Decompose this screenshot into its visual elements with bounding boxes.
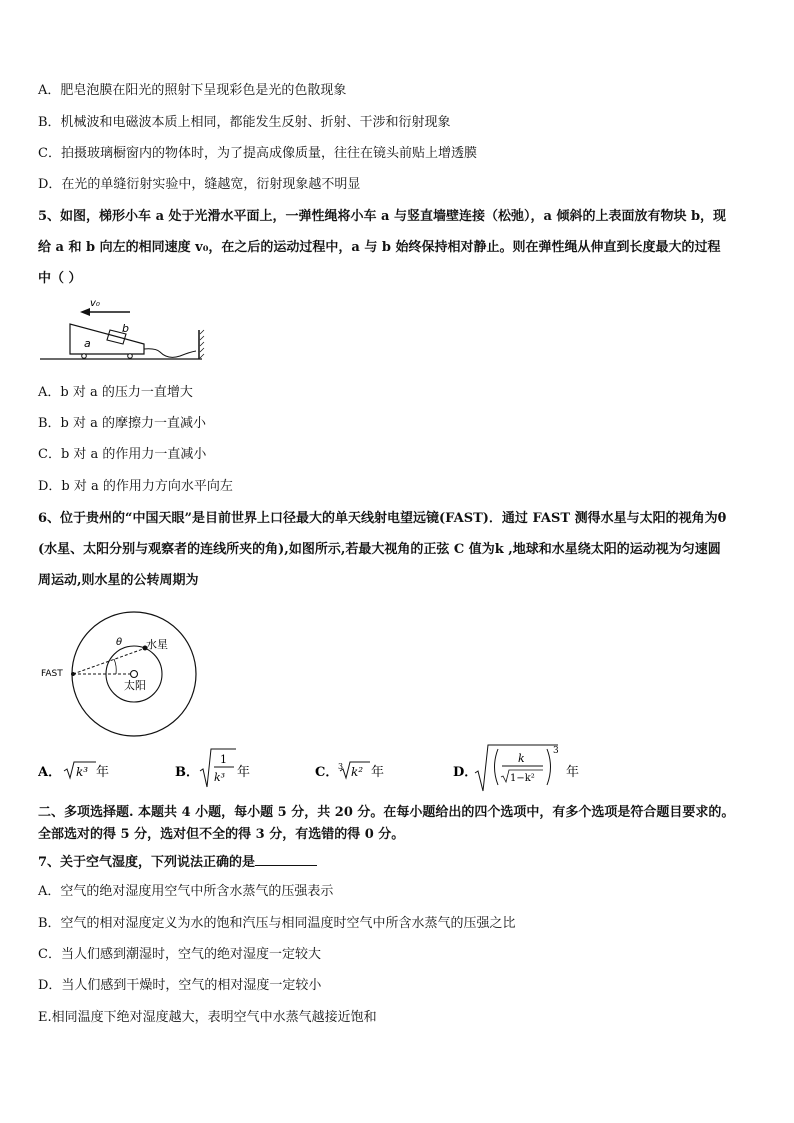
q6-option-b-unit: 年	[237, 765, 251, 780]
arrow-head-icon	[80, 308, 90, 316]
q6-option-c-unit: 年	[371, 765, 385, 780]
q6-option-b-numerator: 1	[220, 753, 227, 766]
q4-option-a: A．肥皂泡膜在阳光的照射下呈现彩色是光的色散现象	[38, 83, 347, 98]
q5-option-b: B．b 对 a 的摩擦力一直减小	[38, 416, 207, 431]
q5-stem-line1: 5、如图，梯形小车 a 处于光滑水平面上，一弹性绳将小车 a 与竖直墙壁连接（松弛），a 倾斜的上表面放有物块 b，现	[38, 209, 727, 224]
q6-option-c-index: 3	[338, 762, 344, 771]
q7-option-b: B．空气的相对湿度定义为水的饱和汽压与相同温度时空气中所含水蒸气的压强之比	[38, 916, 516, 931]
mercury-label: 水星	[146, 638, 168, 651]
theta-label: θ	[116, 637, 123, 648]
q7-stem-text: 7、关于空气湿度，下列说法正确的是	[38, 855, 256, 870]
q4-option-c: C．拍摄玻璃橱窗内的物体时，为了提高成像质量，往往在镜头前贴上增透膜	[38, 146, 477, 161]
angle-arc	[114, 659, 116, 674]
sun	[131, 671, 138, 678]
q6-stem-line3: 周运动,则水星的公转周期为	[38, 573, 199, 588]
answer-blank[interactable]	[255, 853, 317, 866]
q6-option-b-denominator: k³	[214, 771, 226, 784]
wheel	[128, 354, 133, 359]
q7-option-e: E.相同温度下绝对湿度越大，表明空气中水蒸气越接近饱和	[38, 1010, 377, 1025]
q7-option-d: D．当人们感到干燥时，空气的相对湿度一定较小	[38, 978, 322, 993]
q6-option-d-exponent: 3	[553, 746, 559, 756]
q6-option-d-denominator: 1−k²	[510, 773, 535, 784]
q6-option-a-expr: k³	[76, 765, 89, 779]
q5-option-d: D．b 对 a 的作用力方向水平向左	[38, 479, 233, 494]
sun-label: 太阳	[124, 679, 146, 692]
q4-option-d: D．在光的单缝衍射实验中，缝越宽，衍射现象越不明显	[38, 177, 361, 192]
q6-option-b-label: B．	[175, 765, 199, 780]
q7-stem	[38, 853, 317, 871]
q5-option-c: C．b 对 a 的作用力一直减小	[38, 447, 207, 462]
right-paren	[547, 749, 551, 785]
q7-option-a: A．空气的绝对湿度用空气中所含水蒸气的压强表示	[38, 884, 334, 899]
q6-option-c-expr: k²	[351, 765, 364, 779]
cart-a-label: a	[84, 337, 91, 350]
q6-option-a-label: A．	[38, 765, 62, 780]
sqrt-sign	[475, 745, 558, 791]
q5-figure	[38, 292, 208, 367]
elastic-rope	[144, 349, 196, 358]
q6-figure	[38, 608, 238, 738]
wheel	[82, 354, 87, 359]
q6-stem-line2: (水星、太阳分别与观察者的连线所夹的角),如图所示,若最大视角的正弦 C 值为k ,地球和水星绕太阳的运动视为匀速圆	[38, 542, 721, 557]
q6-option-c-label: C．	[315, 765, 339, 780]
q6-options	[38, 743, 618, 793]
q6-option-d-unit: 年	[566, 765, 580, 780]
q6-option-d-label: D．	[453, 765, 478, 780]
q5-stem-line3: 中（ ）	[38, 271, 82, 286]
section2-line2: 全部选对的得 5 分，选对但不全的得 3 分，有选错的得 0 分。	[38, 827, 405, 842]
q5-option-a: A．b 对 a 的压力一直增大	[38, 385, 193, 400]
q4-option-b: B．机械波和电磁波本质上相同，都能发生反射、折射、干涉和衍射现象	[38, 115, 451, 130]
q6-stem-line1: 6、位于贵州的“中国天眼”是目前世界上口径最大的单天线射电望远镜(FAST)．通过 FAST 测得水星与太阳的视角为θ	[38, 511, 727, 526]
q6-option-d-numerator: k	[518, 752, 525, 765]
q5-stem-line2: 给 a 和 b 向左的相同速度 v₀，在之后的运动过程中，a 与 b 始终保持相对静止。则在弹性绳从伸直到长度最大的过程	[38, 240, 721, 255]
section2-line1: 二、多项选择题. 本题共 4 小题，每小题 5 分，共 20 分。在每小题给出的四个选项中，有多个选项是符合题目要求的。	[38, 805, 735, 820]
block-b-label: b	[122, 322, 129, 335]
left-paren	[495, 749, 499, 785]
fast-label: FAST	[41, 669, 63, 679]
q6-option-a-unit: 年	[96, 765, 110, 780]
q7-option-c: C．当人们感到潮湿时，空气的绝对湿度一定较大	[38, 947, 321, 962]
v0-label: v₀	[90, 298, 100, 309]
